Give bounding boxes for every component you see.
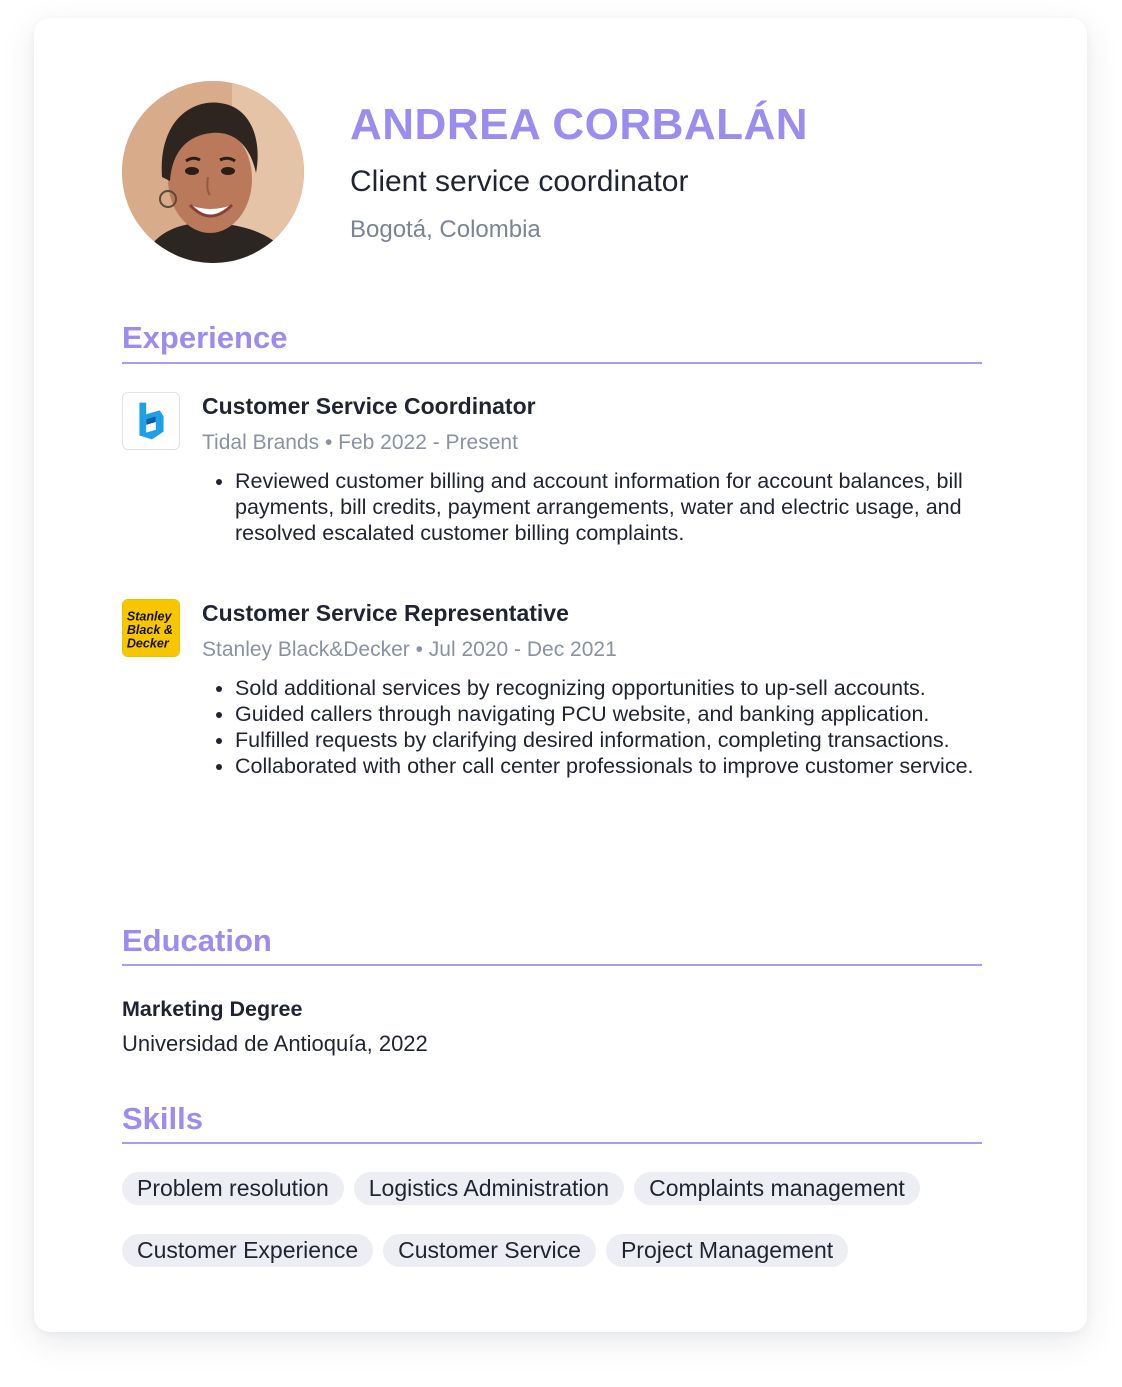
education-school: Universidad de Antioquía, 2022 [122, 1031, 428, 1056]
skill-chip: Logistics Administration [354, 1172, 624, 1205]
resume-card [34, 18, 1087, 1332]
skill-chip: Project Management [606, 1234, 848, 1267]
job-bullet: Collaborated with other call center professionals to improve customer service. [235, 753, 995, 779]
job-meta [202, 638, 617, 662]
profile-photo [122, 81, 304, 263]
skill-chip: Complaints management [634, 1172, 920, 1205]
stanley-black-decker-logo-icon [122, 599, 180, 657]
education-degree: Marketing Degree [122, 997, 303, 1021]
candidate-role: Client service coordinator [350, 165, 689, 198]
job-bullet: Fulfilled requests by clarifying desired information, completing transactions. [235, 727, 995, 753]
job-meta-separator: • [319, 431, 339, 454]
job-title: Customer Service Coordinator [202, 393, 536, 419]
skill-chip: Customer Experience [122, 1234, 373, 1267]
job-bullet: Reviewed customer billing and account information for account balances, bill payments, bill credits, payment arrangements, water and electric usage, and resolved escalated customer billing complaints. [235, 468, 995, 546]
tidal-brands-logo-icon [122, 392, 180, 450]
job-title: Customer Service Representative [202, 600, 569, 626]
job-bullet: Guided callers through navigating PCU website, and banking application. [235, 701, 995, 727]
candidate-location: Bogotá, Colombia [350, 216, 541, 243]
job-bullets [235, 468, 995, 546]
logo-text-line: Black & [126, 622, 173, 637]
job-bullet: Sold additional services by recognizing opportunities to up-sell accounts. [235, 675, 995, 701]
skills-heading: Skills [122, 1101, 203, 1136]
logo-text-line: Decker [126, 636, 169, 651]
experience-divider [122, 362, 982, 364]
logo-text-line: Stanley [126, 609, 172, 624]
job-company: Tidal Brands [202, 431, 320, 454]
job-period: Feb 2022 - Present [338, 431, 518, 454]
skills-divider [122, 1142, 982, 1144]
job-bullets [235, 675, 995, 779]
education-heading: Education [122, 923, 272, 958]
job-meta [202, 431, 518, 455]
profile-photo-illustration [122, 81, 304, 263]
candidate-name: ANDREA CORBALÁN [350, 100, 809, 149]
job-meta-separator: • [409, 638, 429, 661]
skills-row [122, 1172, 1022, 1205]
skill-chip: Customer Service [383, 1234, 596, 1267]
education-divider [122, 964, 982, 966]
job-period: Jul 2020 - Dec 2021 [428, 638, 617, 661]
skill-chip: Problem resolution [122, 1172, 344, 1205]
skills-row [122, 1234, 1022, 1267]
experience-heading: Experience [122, 320, 288, 355]
job-company: Stanley Black&Decker [202, 638, 410, 661]
